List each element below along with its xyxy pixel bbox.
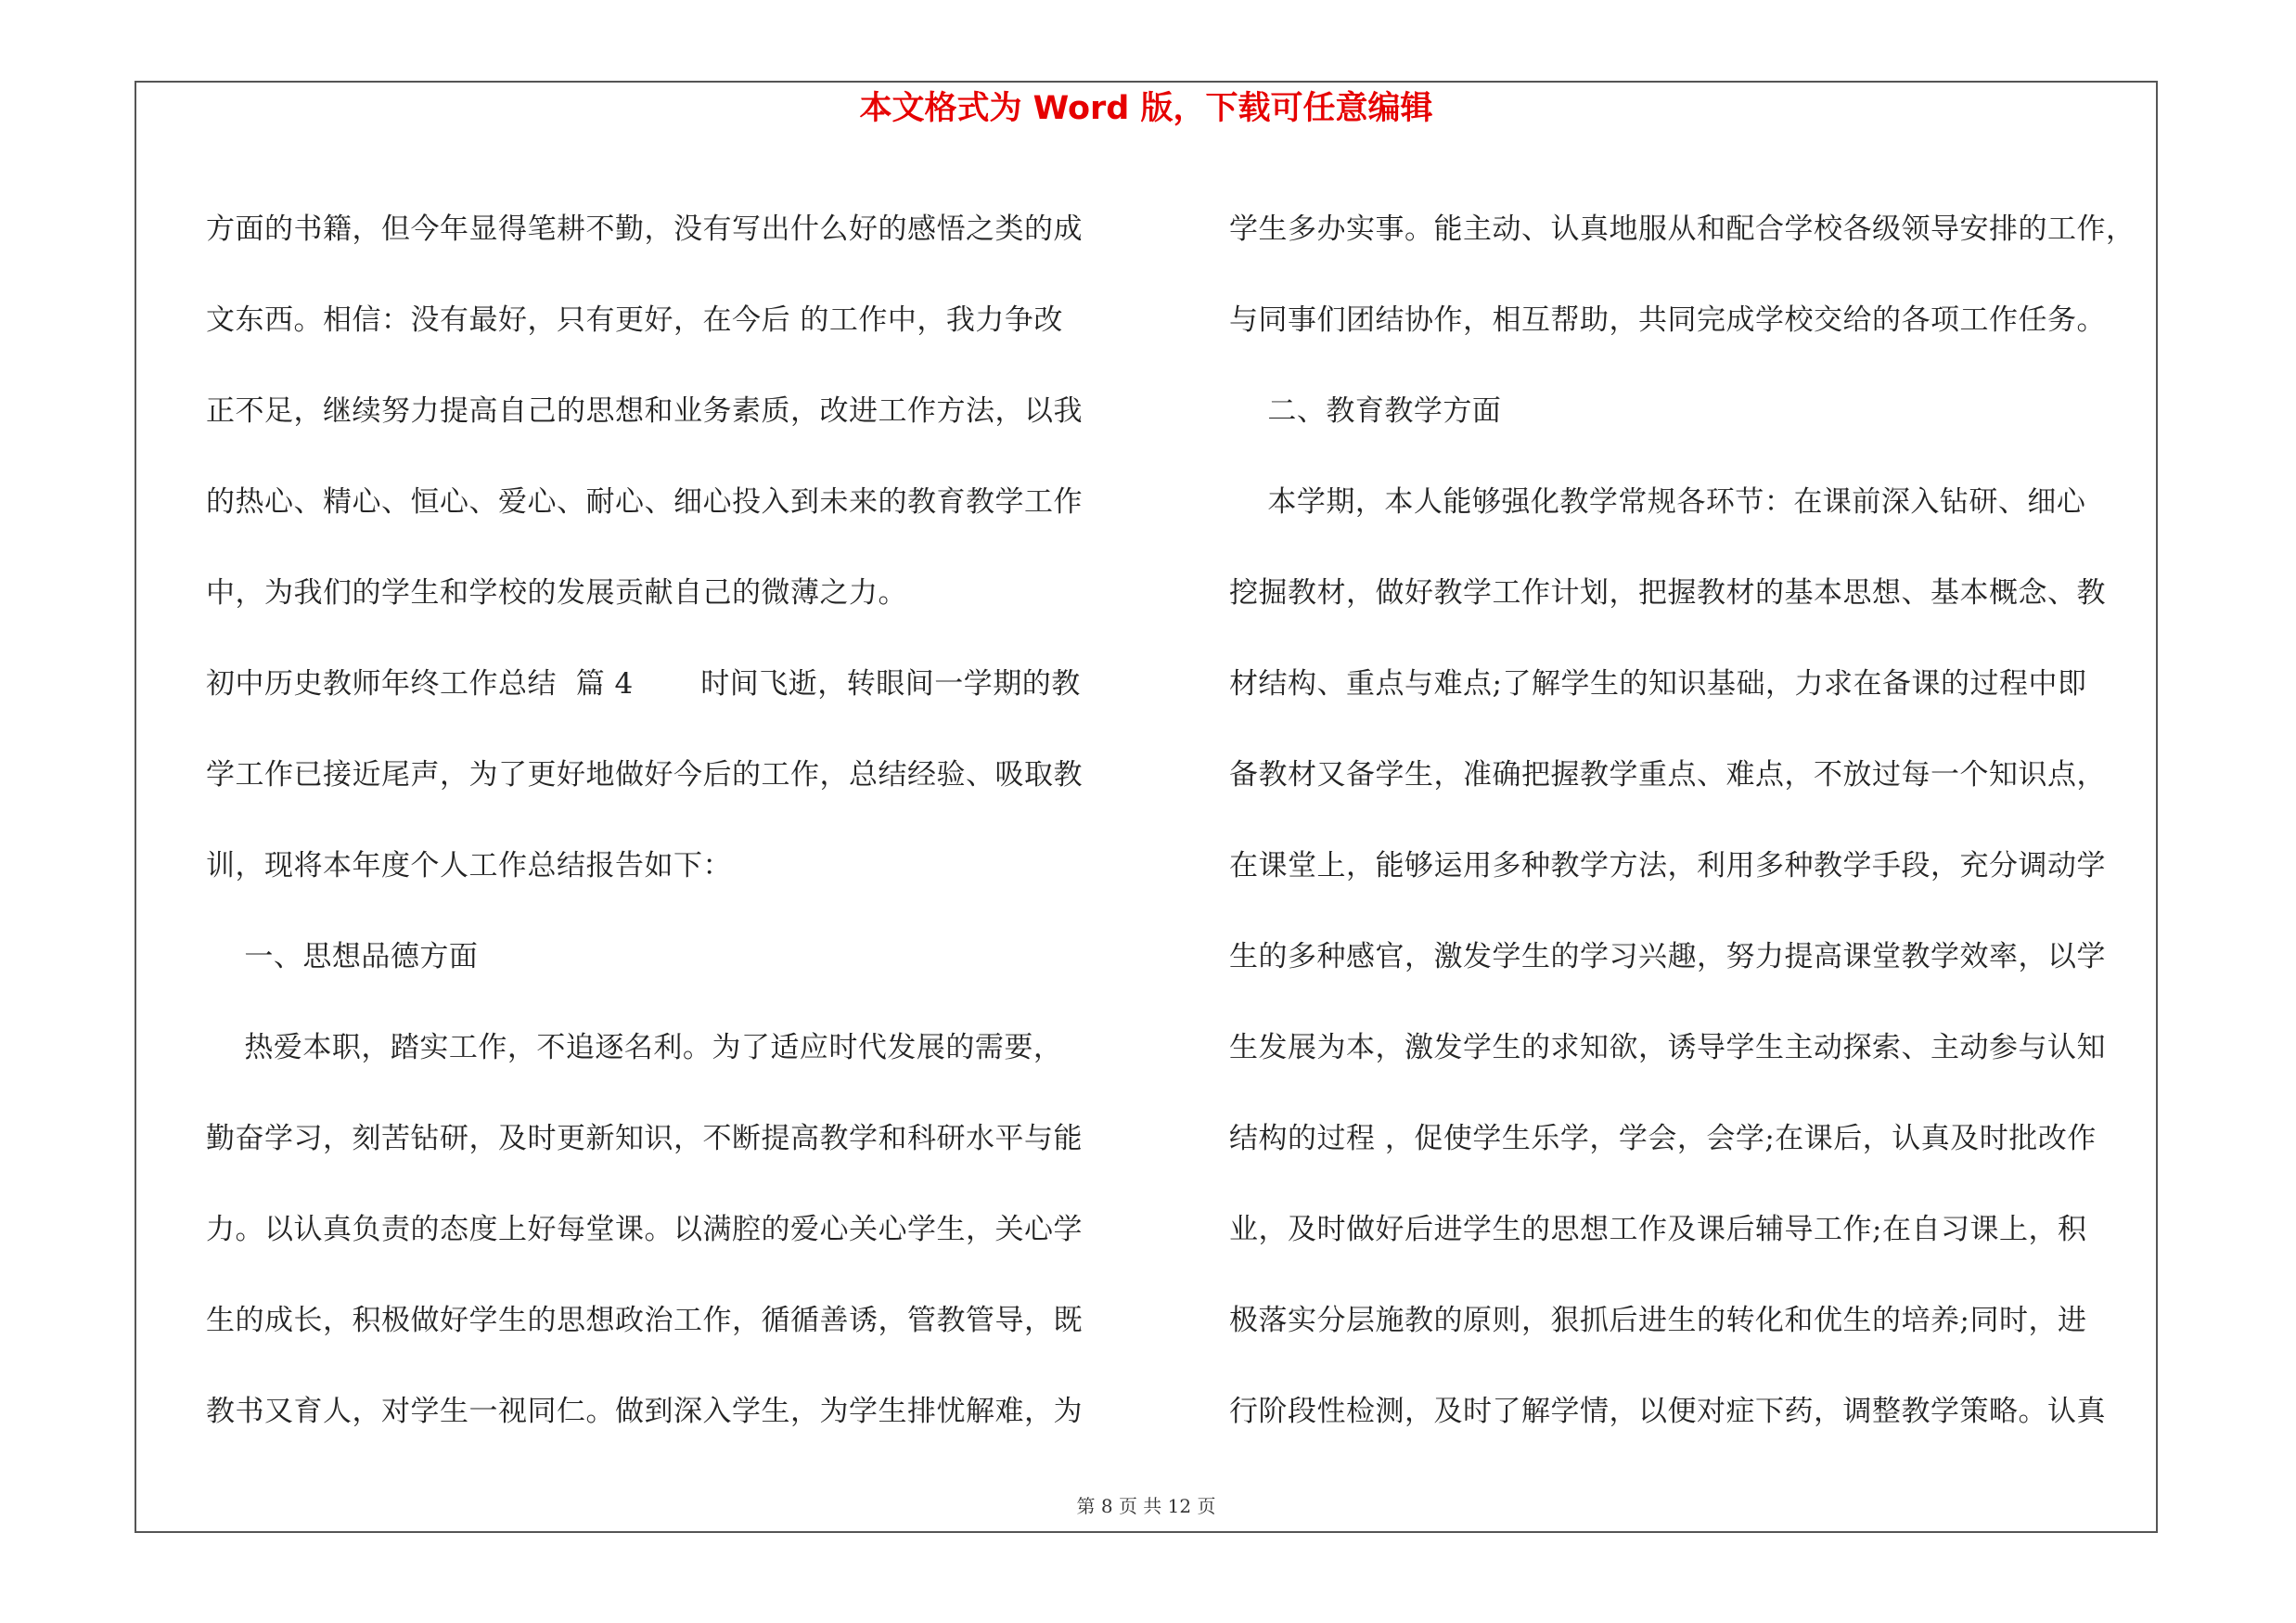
text-line: 勤奋学习，刻苦钻研，及时更新知识，不断提高教学和科研水平与能 bbox=[206, 1122, 1083, 1155]
text-line: 极落实分层施教的原则，狠抓后进生的转化和优生的培养;同时，进 bbox=[1229, 1304, 2087, 1337]
text-line: 本学期，本人能够强化教学常规各环节：在课前深入钻研、细心 bbox=[1229, 485, 2086, 519]
text-line: 行阶段性检测，及时了解学情，以便对症下药，调整教学策略。认真 bbox=[1229, 1395, 2106, 1428]
text-line: 挖掘教材，做好教学工作计划，把握教材的基本思想、基本概念、教 bbox=[1229, 576, 2106, 610]
page-number: 第 8 页 共 12 页 bbox=[1076, 1495, 1216, 1517]
text-line: 文东西。相信：没有最好，只有更好，在今后 的工作中，我力争改 bbox=[206, 303, 1063, 337]
text-line: 正不足，继续努力提高自己的思想和业务素质，改进工作方法，以我 bbox=[206, 394, 1083, 428]
right-column bbox=[1229, 184, 2161, 1457]
text-line: 生发展为本，激发学生的求知欲，诱导学生主动探索、主动参与认知 bbox=[1229, 1031, 2106, 1064]
text-line: 与同事们团结协作，相互帮助，共同完成学校交给的各项工作任务。 bbox=[1229, 303, 2106, 337]
text-line: 热爱本职，踏实工作，不追逐名利。为了适应时代发展的需要， bbox=[206, 1031, 1063, 1064]
text-line: 方面的书籍，但今年显得笔耕不勤，没有写出什么好的感悟之类的成 bbox=[206, 213, 1083, 246]
text-line: 学生多办实事。能主动、认真地服从和配合学校各级领导安排的工作， bbox=[1229, 213, 2136, 246]
text-line: 生的成长，积极做好学生的思想政治工作，循循善诱，管教管导，既 bbox=[206, 1304, 1083, 1337]
text-line: 备教材又备学生，准确把握教学重点、难点，不放过每一个知识点， bbox=[1229, 758, 2106, 792]
text-line: 学工作已接近尾声，为了更好地做好今后的工作，总结经验、吸取教 bbox=[206, 758, 1083, 792]
text-line: 业，及时做好后进学生的思想工作及课后辅导工作;在自习课上，积 bbox=[1229, 1213, 2087, 1246]
text-line: 生的多种感官，激发学生的学习兴趣，努力提高课堂教学效率，以学 bbox=[1229, 940, 2106, 973]
text-line: 的热心、精心、恒心、爱心、耐心、细心投入到未来的教育教学工作 bbox=[206, 485, 1083, 519]
text-line: 在课堂上，能够运用多种教学方法，利用多种教学手段，充分调动学 bbox=[1229, 849, 2106, 882]
format-banner: 本文格式为 Word 版，下载可任意编辑 bbox=[859, 90, 1433, 127]
text-line: 中，为我们的学生和学校的发展贡献自己的微薄之力。 bbox=[206, 576, 907, 610]
text-line: 教书又育人，对学生一视同仁。做到深入学生，为学生排忧解难，为 bbox=[206, 1395, 1083, 1428]
section-heading: 二、教育教学方面 bbox=[1229, 394, 1502, 428]
article-heading-line: 初中历史教师年终工作总结 篇 4 时间飞逝，转眼间一学期的教 bbox=[206, 667, 1081, 701]
text-line: 材结构、重点与难点;了解学生的知识基础，力求在备课的过程中即 bbox=[1229, 667, 2087, 701]
text-line: 力。以认真负责的态度上好每堂课。以满腔的爱心关心学生，关心学 bbox=[206, 1213, 1083, 1246]
section-heading: 一、思想品德方面 bbox=[206, 940, 479, 973]
text-line: 结构的过程 ，促使学生乐学，学会，会学;在课后，认真及时批改作 bbox=[1229, 1122, 2097, 1155]
left-column bbox=[206, 184, 1134, 1457]
text-line: 训，现将本年度个人工作总结报告如下： bbox=[206, 849, 732, 882]
